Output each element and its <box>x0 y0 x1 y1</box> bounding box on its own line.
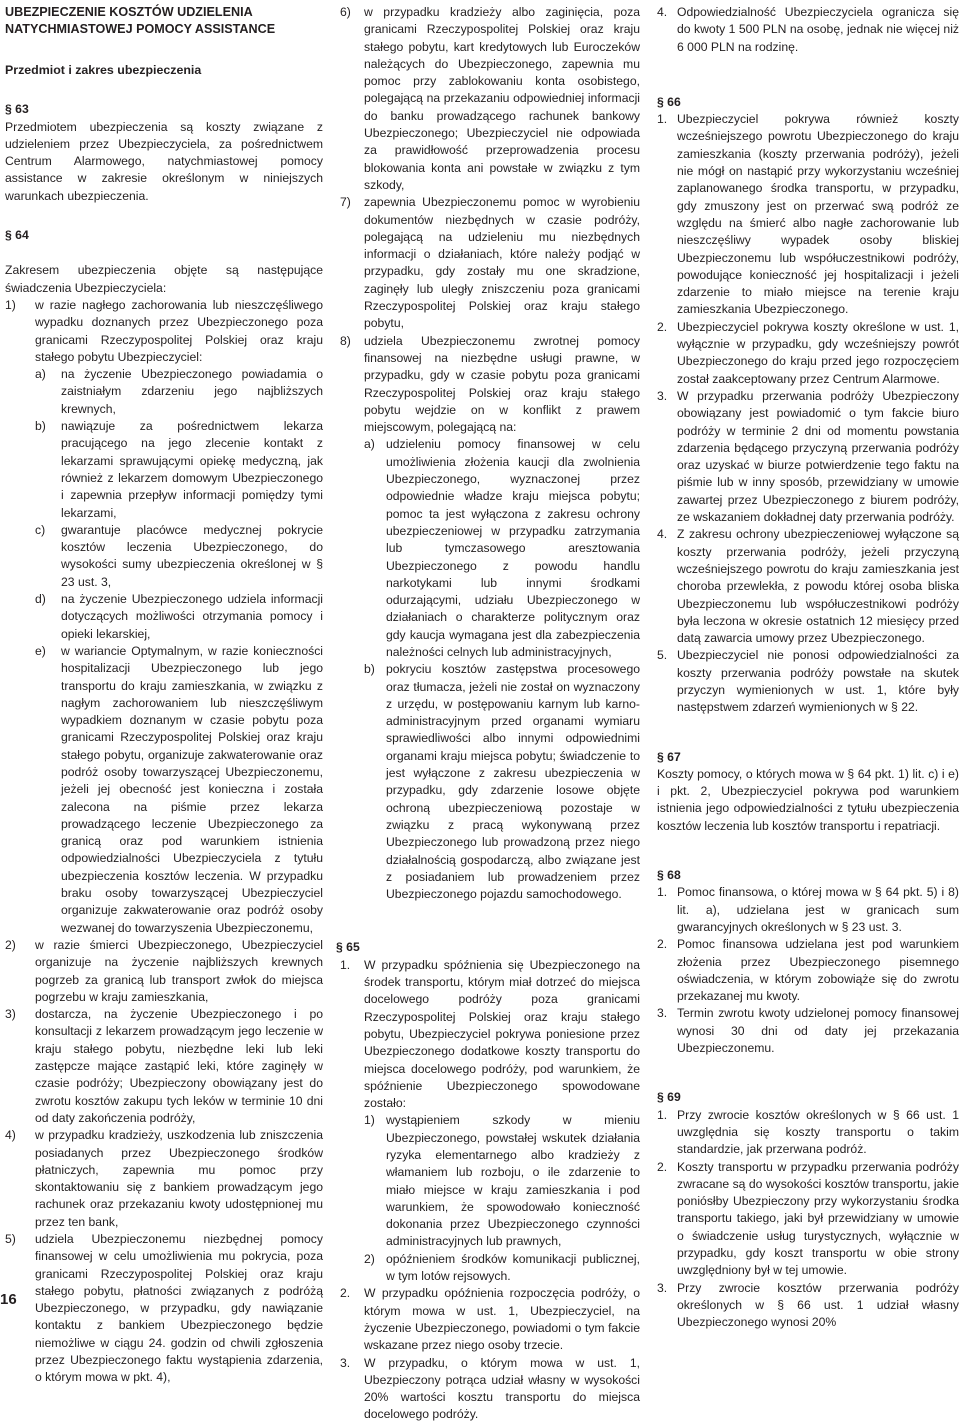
list-item <box>340 1285 640 1354</box>
sub-item-text: opóźnieniem środków komunikacji publicznej, w tym lotów rejsowych. <box>386 1251 640 1284</box>
page-number: 16 <box>0 1291 17 1308</box>
sub-item-number: 1) <box>364 1113 375 1128</box>
item-number: 3. <box>340 1355 351 1370</box>
list-item <box>657 884 959 936</box>
item-number: 2. <box>657 937 668 952</box>
item-text: W przypadku przerwania podróży Ubezpieczony obowiązany jest powiadomić o tym fakcie biuro podróży w terminie 2 dni od momentu powstania zdarzenia będącego przyczyną przerwania podróży oraz uzyskać w biurze potwierdzenie tego faktu na piśmie lub w inny sposób, przewidziany w umowie zawartej przez Ubezpieczonego z biurem podróży, ze wskazaniem dokładnej daty przerwania podróży. <box>677 388 959 525</box>
section-65-list-continued <box>657 4 959 56</box>
item-number: 1. <box>340 957 351 972</box>
item-number: 6) <box>340 5 351 19</box>
item-number: 1) <box>5 297 16 312</box>
item-number: 5) <box>5 1232 16 1246</box>
sub-list <box>364 436 640 903</box>
sub-item-letter: a) <box>35 367 46 382</box>
section-subtitle: Przedmiot i zakres ubezpieczenia <box>5 63 202 77</box>
sub-item-text: na życzenie Ubezpieczonego udziela informacji dotyczących możliwości otrzymania pomocy i opieki lekarskiej, <box>61 592 323 641</box>
sub-item-number: 2) <box>364 1251 375 1266</box>
column-2 <box>336 4 640 1424</box>
section-68-heading: § 68 <box>657 868 681 883</box>
page-title: UBEZPIECZENIE KOSZTÓW UDZIELENIA NATYCHMIASTOWEJ POMOCY ASSISTANCE <box>5 5 276 36</box>
list-item <box>657 319 959 388</box>
list-item <box>657 936 959 1005</box>
section-66-list <box>657 111 959 716</box>
item-number: 4. <box>657 527 668 542</box>
section-63-heading: § 63 <box>5 102 29 117</box>
sub-item <box>35 366 323 418</box>
item-text: udziela Ubezpieczonemu niezbędnej pomocy finansowej w celu umożliwienia mu pokrycia, poza granicami Rzeczypospolitej Polskiej oraz kraju stałego pobytu, płatności związanych z podróżą Ubezpieczonego, w przypadku, gdy nawiązanie kontaktu z bankiem Ubezpieczonego będzie niemożliwe w ciągu 24. godzin od chwili zgłoszenia przez Ubezpieczonego faktu wystąpienia zdarzenia, o którym mowa w pkt. 4), <box>35 1232 323 1385</box>
list-item <box>340 957 640 1286</box>
item-text: w razie śmierci Ubezpieczonego, Ubezpieczyciel organizuje na życzenie najbliższych krewnych pogrzeb za granicą lub transport zwłok do miejsca pogrzebu w kraju zamieszkania, <box>35 937 323 1004</box>
section-65-heading: § 65 <box>336 940 360 955</box>
list-item <box>340 333 640 904</box>
item-number: 2. <box>657 319 668 334</box>
item-number: 8) <box>340 333 351 348</box>
sub-item-letter: b) <box>35 419 46 434</box>
section-65-list <box>340 957 640 1424</box>
list-item <box>657 1005 959 1057</box>
item-number: 3. <box>657 1006 668 1021</box>
section-64-heading: § 64 <box>5 228 29 243</box>
list-item <box>657 1107 959 1159</box>
list-item <box>657 1159 959 1280</box>
section-69-list <box>657 1107 959 1332</box>
column-3 <box>657 4 959 1331</box>
item-text: Pomoc finansowa, o której mowa w § 64 pkt. 5) i 8) lit. a), udzielana jest w granicach sum gwarancyjnych określonych w § 23 ust. 3. <box>677 885 959 934</box>
item-text: udziela Ubezpieczonemu zwrotnej pomocy finansowej na niezbędne usługi prawne, w przypadku, gdy w czasie pobytu poza granicami Rzeczypospolitej Polskiej oraz kraju stałego pobytu wejdzie on w konflikt z prawem miejscowym, polegającą na: <box>364 333 640 435</box>
item-text: Termin zwrotu kwoty udzielonej pomocy finansowej wynosi 30 dni od daty jej przekazania Ubezpieczonemu. <box>677 1006 959 1056</box>
item-number: 3. <box>657 388 668 403</box>
section-64-list <box>5 297 323 1387</box>
sub-item <box>364 661 640 903</box>
sub-item <box>35 522 323 591</box>
sub-item <box>35 643 323 937</box>
item-text: Koszty transportu w przypadku przerwania podróży zwracane są do wysokości kosztów transportu, jakie poniósłby Ubezpieczony przy wykorzystaniu środka transportu takiego, jaki był przewidziany w umowie o świadczenie usług turystycznych, wyłącznie w przypadku, gdy koszt transportu w obie strony uwzględniony był w tej umowie. <box>677 1159 959 1278</box>
item-text: W przypadku opóźnienia rozpoczęcia podróży, o którym mowa w ust. 1, Ubezpieczyciel, na życzenie Ubezpieczonego, powiadomi o tym fakcie wskazane przez niego osoby trzecie. <box>364 1286 640 1353</box>
list-item <box>340 4 640 194</box>
item-number: 3. <box>657 1280 668 1295</box>
list-item <box>657 1280 959 1332</box>
item-number: 1. <box>657 1107 668 1122</box>
section-63-text: Przedmiotem ubezpieczenia są koszty związane z udzieleniem przez Ubezpieczyciela, za pośrednictwem Centrum Alarmowego, natychmiastowej pomocy assistance w zakresie określonym w niniejszych warunkach ubezpieczenia. <box>5 119 323 203</box>
section-64-list-continued <box>340 4 640 903</box>
list-item <box>5 937 323 1006</box>
item-number: 2. <box>657 1159 668 1174</box>
item-text: dostarcza, na życzenie Ubezpieczonego i po konsultacji z lekarzem prowadzącym jego leczenie w kraju stałego pobytu, niezbędne leki lub leki zastępcze mające zastąpić leki, które zaginęły w czasie podróży; Ubezpieczony obowiązany jest do zwrotu kosztów zakupu tych leków w terminie 10 dni od daty zakończenia podróży, <box>35 1007 323 1125</box>
sub-item-text: nawiązuje za pośrednictwem lekarza pracującego na jego zlecenie kontakt z lekarzami sprawującymi opiekę medyczną, jak również z lekarzem domowym Ubezpieczonego i zapewnia przepływ informacji pomiędzy tymi lekarzami, <box>61 419 323 520</box>
item-text: Ubezpieczyciel nie ponosi odpowiedzialności za koszty przerwania podróży powstałe na skutek przyczyn wymienionych w ust. 1, które były następstwem zdarzeń wymienionych w § 22. <box>677 648 959 715</box>
column-1 <box>5 4 323 1387</box>
item-text: Przy zwrocie kosztów określonych w § 66 ust. 1 uwzględnia się koszty transportu o takim standardzie, jak przerwana podróż. <box>677 1107 959 1157</box>
section-64-intro: Zakresem ubezpieczenia objęte są następujące świadczenia Ubezpieczyciela: <box>5 263 323 295</box>
section-69-heading: § 69 <box>657 1090 681 1105</box>
section-67-text: Koszty pomocy, o których mowa w § 64 pkt. 1) lit. c) i e) i pkt. 2, Ubezpieczyciel pokrywa pod warunkiem istnienia jego odpowiedzialności z tytułu ubezpieczenia kosztów leczenia lub kosztów transportu i repatriacji. <box>657 766 959 833</box>
list-item <box>657 111 959 319</box>
sub-item-text: pokryciu kosztów zastępstwa procesowego oraz tłumacza, jeżeli nie został on wyznaczony z urzędu, w postępowaniu karnym lub karno-administracyjnym przed organami wymiaru sprawiedliwości albo innymi odpowiednimi organami kraju miejsca pobytu; świadczenie to jest wyłączone z zakresu ubezpieczenia w przypadku, gdy zdarzenie losowe objęte ochroną ubezpieczeniową pozostaje w związku z pracą wykonywaną przez Ubezpieczonego lub prowadzoną przez niego działalnością gospodarczą, albo związane jest z posiadaniem lub prowadzeniem przez Ubezpieczonego pojazdu samochodowego. <box>386 662 640 902</box>
item-text: w przypadku kradzieży, uszkodzenia lub zniszczenia posiadanych przez Ubezpieczonego środków płatniczych, zapewnia mu pomoc przy skontaktowaniu się z bankiem prowadzącym jego rachunek oraz przekazaniu kwoty udostępnionej mu przez ten bank, <box>35 1128 323 1229</box>
sub-item <box>364 1112 640 1250</box>
section-66-heading: § 66 <box>657 94 681 109</box>
item-number: 5. <box>657 648 668 663</box>
sub-item-text: na życzenie Ubezpieczonego powiadamia o zaistniałym zdarzeniu jego najbliższych krewnych, <box>61 367 323 416</box>
item-text: Przy zwrocie kosztów przerwania podróży określonych w § 66 ust. 1 udział własny Ubezpieczonego wynosi 20% <box>677 1280 959 1330</box>
item-text: W przypadku, o którym mowa w ust. 1, Ubezpieczony potrąca udział własny w wysokości 20% wartości kosztu transportu do miejsca docelowego podróży. <box>364 1355 640 1422</box>
list-item <box>657 647 959 716</box>
item-text: W przypadku spóźnienia się Ubezpieczonego na środek transportu, którym miał dotrzeć do miejsca docelowego podróży poza granicami Rzeczypospolitej Polskiej oraz kraju stałego pobytu, Ubezpieczyciel pokrywa poniesione przez Ubezpieczonego dodatkowe koszty transportu do miejsca docelowego podróży, pod warunkiem, że spóźnienie Ubezpieczonego spowodowane zostało: <box>364 957 640 1111</box>
sub-item-letter: a) <box>364 437 375 452</box>
sub-item-text: wystąpieniem szkody w mieniu Ubezpieczonego, powstałej wskutek działania ryzyka elementarnego albo kradzieży z włamaniem lub rozboju, o ile zdarzenie to miało miejsce w kraju zamieszkania i pod warunkiem, że spowodowało konieczność dokonania przez Ubezpieczonego czynności administracyjnych lub prawnych, <box>386 1113 640 1249</box>
spacer <box>340 903 640 939</box>
sub-item <box>35 591 323 643</box>
item-text: Z zakresu ochrony ubezpieczeniowej wyłączone są koszty przerwania podróży, jeżeli przyczyną wcześniejszego powrotu do kraju zamieszkania jest choroba przewlekła, z powodu której osoba bliska Ubezpieczonemu lub współuczestnikowi podróży była leczona w okresie ostatnich 12 miesięcy przed datą zawarcia umowy przez Ubezpieczonego. <box>677 527 959 646</box>
sub-list <box>35 366 323 937</box>
list-item <box>340 1355 640 1424</box>
item-number: 3) <box>5 1007 16 1022</box>
list-item <box>657 526 959 647</box>
sub-item <box>35 418 323 522</box>
sub-item <box>364 1251 640 1286</box>
list-item <box>657 388 959 526</box>
item-text: Ubezpieczyciel pokrywa również koszty wcześniejszego powrotu Ubezpieczonego do kraju zamieszkania (koszty przerwania podróży), jeżeli nie mógł on nastąpić przy wykorzystaniu wcześniej zaplanowanego środka transportu, w przypadku, gdy zmuszony jest on przerwać swą podróż ze względu na śmierć albo nagłe zachorowanie lub nieszczęśliwy wypadek osoby bliskiej Ubezpieczonemu lub współuczestnikowi podróży, powodujące konieczność jej hospitalizacji i jeżeli zdarzenie to miało miejsce na terenie kraju zamieszkania Ubezpieczonego. <box>677 112 959 317</box>
item-number: 4) <box>5 1128 16 1143</box>
section-68-list <box>657 884 959 1057</box>
item-number: 7) <box>340 195 351 210</box>
sub-item <box>364 436 640 661</box>
item-number: 2) <box>5 937 16 952</box>
list-item <box>340 194 640 332</box>
sub-item-text: udzieleniu pomocy finansowej w celu umożliwienia złożenia kaucji dla zwolnienia Ubezpieczonego, wyznaczonej przez odpowiednie władze kraju miejsca pobytu; pomoc ta jest wyłączona z zakresu ochrony ubezpieczeniowej w przypadku zatrzymania lub tymczasowego aresztowania Ubezpieczonego z powodu handlu narkotykami lub innymi środkami odurzającymi, udziału Ubezpieczonego w działaniach o charakterze politycznym oraz gdy kaucja wymagana jest dla zabezpieczenia należności celnych lub administracyjnych, <box>386 437 640 659</box>
item-text: Odpowiedzialność Ubezpieczyciela ogranicza się do kwoty 1 500 PLN na osobę, jednak nie więcej niż 6 000 PLN na rodzinę. <box>677 5 959 54</box>
sub-item-letter: e) <box>35 643 46 658</box>
item-text: Pomoc finansowa udzielana jest pod warunkiem złożenia przez Ubezpieczonego pisemnego oświadczenia, w którym zobowiąże się do zwrotu przekazanej mu kwoty. <box>677 937 959 1004</box>
item-text: Ubezpieczyciel pokrywa koszty określone w ust. 1, wyłącznie w przypadku, gdy wcześniejszy powrót Ubezpieczonego do kraju przed jego rozpoczęciem został zaakceptowany przez Centrum Alarmowe. <box>677 319 959 386</box>
list-item <box>5 1127 323 1231</box>
sub-list <box>364 1112 640 1285</box>
list-item <box>5 297 323 937</box>
item-text: w razie nagłego zachorowania lub nieszczęśliwego wypadku doznanych przez Ubezpieczonego poza granicami Rzeczypospolitej Polskiej oraz kraju stałego pobytu Ubezpieczyciel: <box>35 297 323 364</box>
list-item <box>5 1231 323 1387</box>
sub-item-text: w wariancie Optymalnym, w razie konieczności hospitalizacji Ubezpieczonego lub jego transportu do kraju zamieszkania, w związku z nagłym zachorowaniem lub nieszczęśliwym wypadkiem doznanym w czasie pobytu poza granicami Rzeczypospolitej Polskiej oraz kraju stałego pobytu, organizuje zakwaterowanie oraz podróż osoby towarzyszącej Ubezpieczonemu, jeżeli jej obecność jest konieczna i została zalecona na piśmie przez lekarza prowadzącego leczenie Ubezpieczonego za granicą oraz pod warunkiem istnienia odpowiedzialności Ubezpieczyciela z tytułu ubezpieczenia kosztów leczenia. W przypadku braku osoby towarzyszącej Ubezpieczyciel organizuje zakwaterowanie oraz podróż osoby wezwanej do towarzyszenia Ubezpieczonemu, <box>61 643 323 935</box>
section-67-heading: § 67 <box>657 749 681 764</box>
list-item <box>657 4 959 56</box>
item-text: w przypadku kradzieży albo zaginięcia, poza granicami Rzeczypospolitej Polskiej oraz kraju stałego pobytu, kart kredytowych lub Euroczeków należących do Ubezpieczonego, zapewnia mu pomoc przy zablokowaniu konta osobistego, polegającą na przekazaniu odpowiedniej informacji do banku prowadzącego rachunek bankowy Ubezpieczonego; Ubezpieczyciel nie odpowiada za prawidłowość przeprowadzenia procesu blokowania konta ani powstałe w związku z tym szkody, <box>364 5 640 192</box>
sub-item-text: gwarantuje placówce medycznej pokrycie kosztów leczenia Ubezpieczonego, do wysokości sumy ubezpieczenia określonej w § 23 ust. 3, <box>61 522 323 589</box>
item-number: 2. <box>340 1286 351 1301</box>
item-number: 1. <box>657 112 668 127</box>
sub-item-letter: b) <box>364 662 375 677</box>
item-number: 4. <box>657 5 668 19</box>
sub-item-letter: d) <box>35 592 46 607</box>
item-number: 1. <box>657 885 668 900</box>
item-text: zapewnia Ubezpieczonemu pomoc w wyrobieniu dokumentów niezbędnych w czasie podróży, polegającą na udzieleniu mu niezbędnych informacji o działaniach, które należy podjąć w przypadku, gdy zostały mu one skradzione, zaginęły lub uległy zniszczeniu poza granicami Rzeczypospolitej Polskiej oraz kraju stałego pobytu, <box>364 195 640 331</box>
list-item <box>5 1006 323 1127</box>
sub-item-letter: c) <box>35 522 46 537</box>
